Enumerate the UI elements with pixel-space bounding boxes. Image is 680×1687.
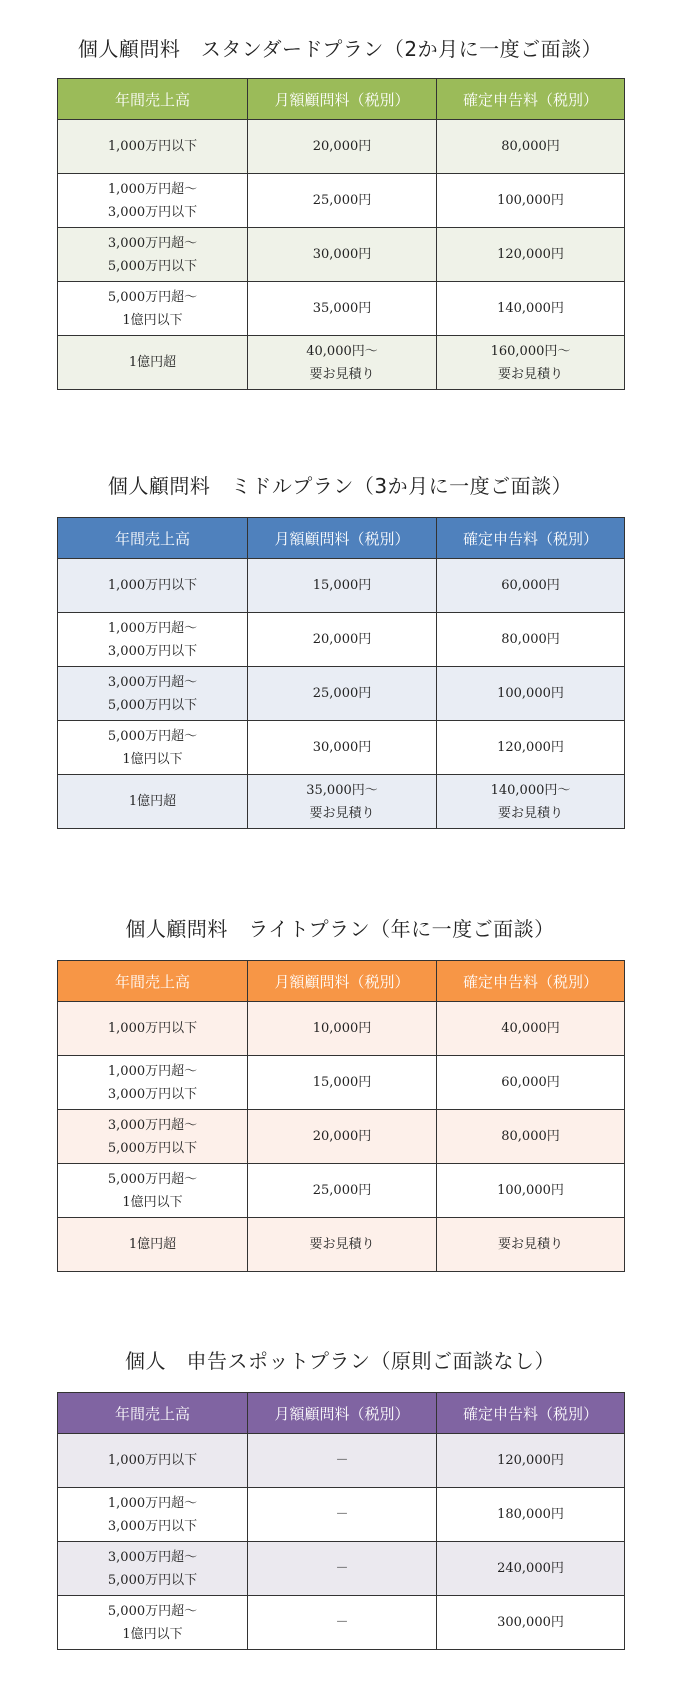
tax-return-fee-cell — [437, 1488, 625, 1542]
cell-text: 100,000円 — [497, 686, 564, 701]
cell-text: 3,000万円以下 — [107, 643, 198, 659]
table-row — [58, 120, 625, 174]
cell-text: 1,000万円以下 — [107, 1021, 198, 1036]
light-plan-table — [57, 960, 625, 1272]
middle-plan-table — [57, 517, 625, 829]
cell-text: 5,000万円超～ — [107, 1603, 198, 1619]
cell-text: － — [335, 1615, 349, 1630]
cell-text: 35,000円～ — [306, 782, 378, 798]
monthly-fee-cell — [248, 228, 437, 282]
cell-text: 120,000円 — [497, 247, 564, 262]
cell-text: 30,000円 — [312, 740, 372, 755]
cell-text: － — [335, 1561, 349, 1576]
annual-sales-cell — [58, 667, 248, 721]
cell-text: 要お見積り — [309, 1237, 375, 1252]
cell-text: 25,000円 — [312, 1183, 372, 1198]
cell-text: － — [335, 1453, 349, 1468]
tax-return-fee-cell — [437, 174, 625, 228]
tax-return-fee-cell — [437, 120, 625, 174]
header-row — [58, 518, 625, 559]
annual-sales-cell — [58, 1164, 248, 1218]
table-row — [58, 1542, 625, 1596]
cell-text: 1億円以下 — [122, 312, 183, 328]
table-row — [58, 1488, 625, 1542]
tax-return-fee-cell — [437, 1110, 625, 1164]
annual-sales-cell — [58, 1056, 248, 1110]
annual-sales-cell — [58, 1110, 248, 1164]
table-row — [58, 667, 625, 721]
tax-return-fee-cell — [437, 559, 625, 613]
annual-sales-cell — [58, 775, 248, 829]
annual-sales-cell — [58, 1542, 248, 1596]
tax-return-fee-cell — [437, 282, 625, 336]
annual-sales-header: 年間売上高 — [58, 518, 248, 559]
annual-sales-cell — [58, 1488, 248, 1542]
table-row — [58, 174, 625, 228]
cell-text: 20,000円 — [312, 139, 372, 154]
tax-return-fee-header: 確定申告料（税別） — [437, 1393, 625, 1434]
monthly-fee-cell — [248, 613, 437, 667]
tax-return-fee-cell — [437, 1596, 625, 1650]
cell-text: 1億円以下 — [122, 1194, 183, 1210]
header-row — [58, 79, 625, 120]
cell-text: 240,000円 — [497, 1561, 564, 1576]
monthly-fee-cell — [248, 336, 437, 390]
monthly-fee-header: 月額顧問料（税別） — [248, 518, 437, 559]
table-row — [58, 228, 625, 282]
header-row — [58, 961, 625, 1002]
monthly-fee-cell — [248, 120, 437, 174]
cell-text: 60,000円 — [501, 578, 560, 593]
cell-text: 1,000万円超～ — [107, 181, 198, 197]
tax-return-fee-header: 確定申告料（税別） — [437, 961, 625, 1002]
cell-text: 40,000円～ — [306, 343, 378, 359]
cell-text: 1億円超 — [128, 1237, 177, 1252]
cell-text: 3,000万円以下 — [107, 1086, 198, 1102]
cell-text: 要お見積り — [497, 1237, 563, 1252]
cell-text: 300,000円 — [497, 1615, 564, 1630]
cell-text: 1,000万円以下 — [107, 578, 198, 593]
cell-text: 120,000円 — [497, 1453, 564, 1468]
monthly-fee-cell — [248, 721, 437, 775]
standard-plan-table — [57, 78, 625, 390]
annual-sales-cell — [58, 228, 248, 282]
tax-return-fee-header: 確定申告料（税別） — [437, 518, 625, 559]
annual-sales-cell — [58, 1434, 248, 1488]
tax-return-fee-cell — [437, 336, 625, 390]
monthly-fee-header: 月額顧問料（税別） — [248, 1393, 437, 1434]
table-row — [58, 1596, 625, 1650]
cell-text: 180,000円 — [497, 1507, 564, 1522]
cell-text: 1,000万円超～ — [107, 1063, 198, 1079]
monthly-fee-cell — [248, 667, 437, 721]
cell-text: 5,000万円以下 — [107, 697, 198, 713]
tax-return-fee-cell — [437, 1542, 625, 1596]
tax-return-fee-cell — [437, 1434, 625, 1488]
cell-text: 80,000円 — [501, 139, 560, 154]
monthly-fee-cell — [248, 1164, 437, 1218]
tax-return-fee-cell — [437, 775, 625, 829]
cell-text: 3,000万円以下 — [107, 1518, 198, 1534]
cell-text: 25,000円 — [312, 193, 372, 208]
monthly-fee-cell — [248, 174, 437, 228]
cell-text: 100,000円 — [497, 1183, 564, 1198]
cell-text: 1億円超 — [128, 794, 177, 809]
tax-return-fee-cell — [437, 1218, 625, 1272]
cell-text: 3,000万円超～ — [107, 235, 198, 251]
tax-return-fee-cell — [437, 1164, 625, 1218]
table-row — [58, 282, 625, 336]
cell-text: 15,000円 — [312, 578, 372, 593]
light-plan-title: 個人顧問料 ライトプラン（年に一度ご面談） — [125, 917, 555, 941]
cell-text: 要お見積り — [309, 805, 375, 821]
cell-text: 1億円超 — [128, 355, 177, 370]
annual-sales-cell — [58, 174, 248, 228]
monthly-fee-cell — [248, 559, 437, 613]
annual-sales-cell — [58, 1218, 248, 1272]
cell-text: 5,000万円超～ — [107, 728, 198, 744]
cell-text: 30,000円 — [312, 247, 372, 262]
annual-sales-cell — [58, 120, 248, 174]
standard-plan-title: 個人顧問料 スタンダードプラン（2か月に一度ご面談） — [77, 37, 603, 61]
tax-return-fee-cell — [437, 228, 625, 282]
monthly-fee-cell — [248, 1056, 437, 1110]
table-row — [58, 1164, 625, 1218]
annual-sales-cell — [58, 721, 248, 775]
cell-text: 25,000円 — [312, 686, 372, 701]
annual-sales-cell — [58, 559, 248, 613]
cell-text: 5,000万円以下 — [107, 1572, 198, 1588]
table-row — [58, 336, 625, 390]
spot-plan-title: 個人 申告スポットプラン（原則ご面談なし） — [125, 1349, 555, 1373]
cell-text: 3,000万円以下 — [107, 204, 198, 220]
cell-text: 80,000円 — [501, 632, 560, 647]
cell-text: 要お見積り — [497, 366, 563, 382]
annual-sales-cell — [58, 1596, 248, 1650]
table-row — [58, 559, 625, 613]
cell-text: 3,000万円超～ — [107, 1117, 198, 1133]
tax-return-fee-cell — [437, 1056, 625, 1110]
table-row — [58, 1218, 625, 1272]
cell-text: 140,000円 — [497, 301, 564, 316]
tax-return-fee-cell — [437, 667, 625, 721]
tax-return-fee-cell — [437, 1002, 625, 1056]
cell-text: 5,000万円以下 — [107, 1140, 198, 1156]
cell-text: 要お見積り — [309, 366, 375, 382]
monthly-fee-cell — [248, 1488, 437, 1542]
cell-text: 100,000円 — [497, 193, 564, 208]
cell-text: 120,000円 — [497, 740, 564, 755]
cell-text: 80,000円 — [501, 1129, 560, 1144]
table-row — [58, 613, 625, 667]
monthly-fee-cell — [248, 1596, 437, 1650]
tax-return-fee-header: 確定申告料（税別） — [437, 79, 625, 120]
annual-sales-cell — [58, 336, 248, 390]
cell-text: － — [335, 1507, 349, 1522]
monthly-fee-cell — [248, 1542, 437, 1596]
cell-text: 1億円以下 — [122, 1626, 183, 1642]
monthly-fee-cell — [248, 775, 437, 829]
annual-sales-header: 年間売上高 — [58, 961, 248, 1002]
cell-text: 60,000円 — [501, 1075, 560, 1090]
cell-text: 3,000万円超～ — [107, 1549, 198, 1565]
monthly-fee-cell — [248, 1434, 437, 1488]
annual-sales-cell — [58, 613, 248, 667]
table-row — [58, 721, 625, 775]
table-row — [58, 1056, 625, 1110]
cell-text: 160,000円～ — [490, 343, 571, 359]
cell-text: 1,000万円以下 — [107, 139, 198, 154]
table-row — [58, 1110, 625, 1164]
monthly-fee-cell — [248, 1002, 437, 1056]
table-row — [58, 1434, 625, 1488]
spot-plan-table — [57, 1392, 625, 1650]
tax-return-fee-cell — [437, 613, 625, 667]
monthly-fee-cell — [248, 282, 437, 336]
header-row — [58, 1393, 625, 1434]
annual-sales-cell — [58, 282, 248, 336]
annual-sales-header: 年間売上高 — [58, 1393, 248, 1434]
middle-plan-title: 個人顧問料 ミドルプラン（3か月に一度ご面談） — [107, 474, 573, 498]
cell-text: 1,000万円以下 — [107, 1453, 198, 1468]
cell-text: 20,000円 — [312, 1129, 372, 1144]
cell-text: 40,000円 — [501, 1021, 560, 1036]
cell-text: 1,000万円超～ — [107, 1495, 198, 1511]
cell-text: 5,000万円以下 — [107, 258, 198, 274]
monthly-fee-header: 月額顧問料（税別） — [248, 79, 437, 120]
cell-text: 5,000万円超～ — [107, 289, 198, 305]
cell-text: 3,000万円超～ — [107, 674, 198, 690]
cell-text: 15,000円 — [312, 1075, 372, 1090]
annual-sales-cell — [58, 1002, 248, 1056]
cell-text: 10,000円 — [312, 1021, 372, 1036]
monthly-fee-header: 月額顧問料（税別） — [248, 961, 437, 1002]
cell-text: 140,000円～ — [490, 782, 571, 798]
monthly-fee-cell — [248, 1110, 437, 1164]
cell-text: 35,000円 — [312, 301, 372, 316]
cell-text: 要お見積り — [497, 805, 563, 821]
cell-text: 1億円以下 — [122, 751, 183, 767]
tax-return-fee-cell — [437, 721, 625, 775]
table-row — [58, 775, 625, 829]
cell-text: 5,000万円超～ — [107, 1171, 198, 1187]
table-row — [58, 1002, 625, 1056]
cell-text: 20,000円 — [312, 632, 372, 647]
cell-text: 1,000万円超～ — [107, 620, 198, 636]
monthly-fee-cell — [248, 1218, 437, 1272]
annual-sales-header: 年間売上高 — [58, 79, 248, 120]
